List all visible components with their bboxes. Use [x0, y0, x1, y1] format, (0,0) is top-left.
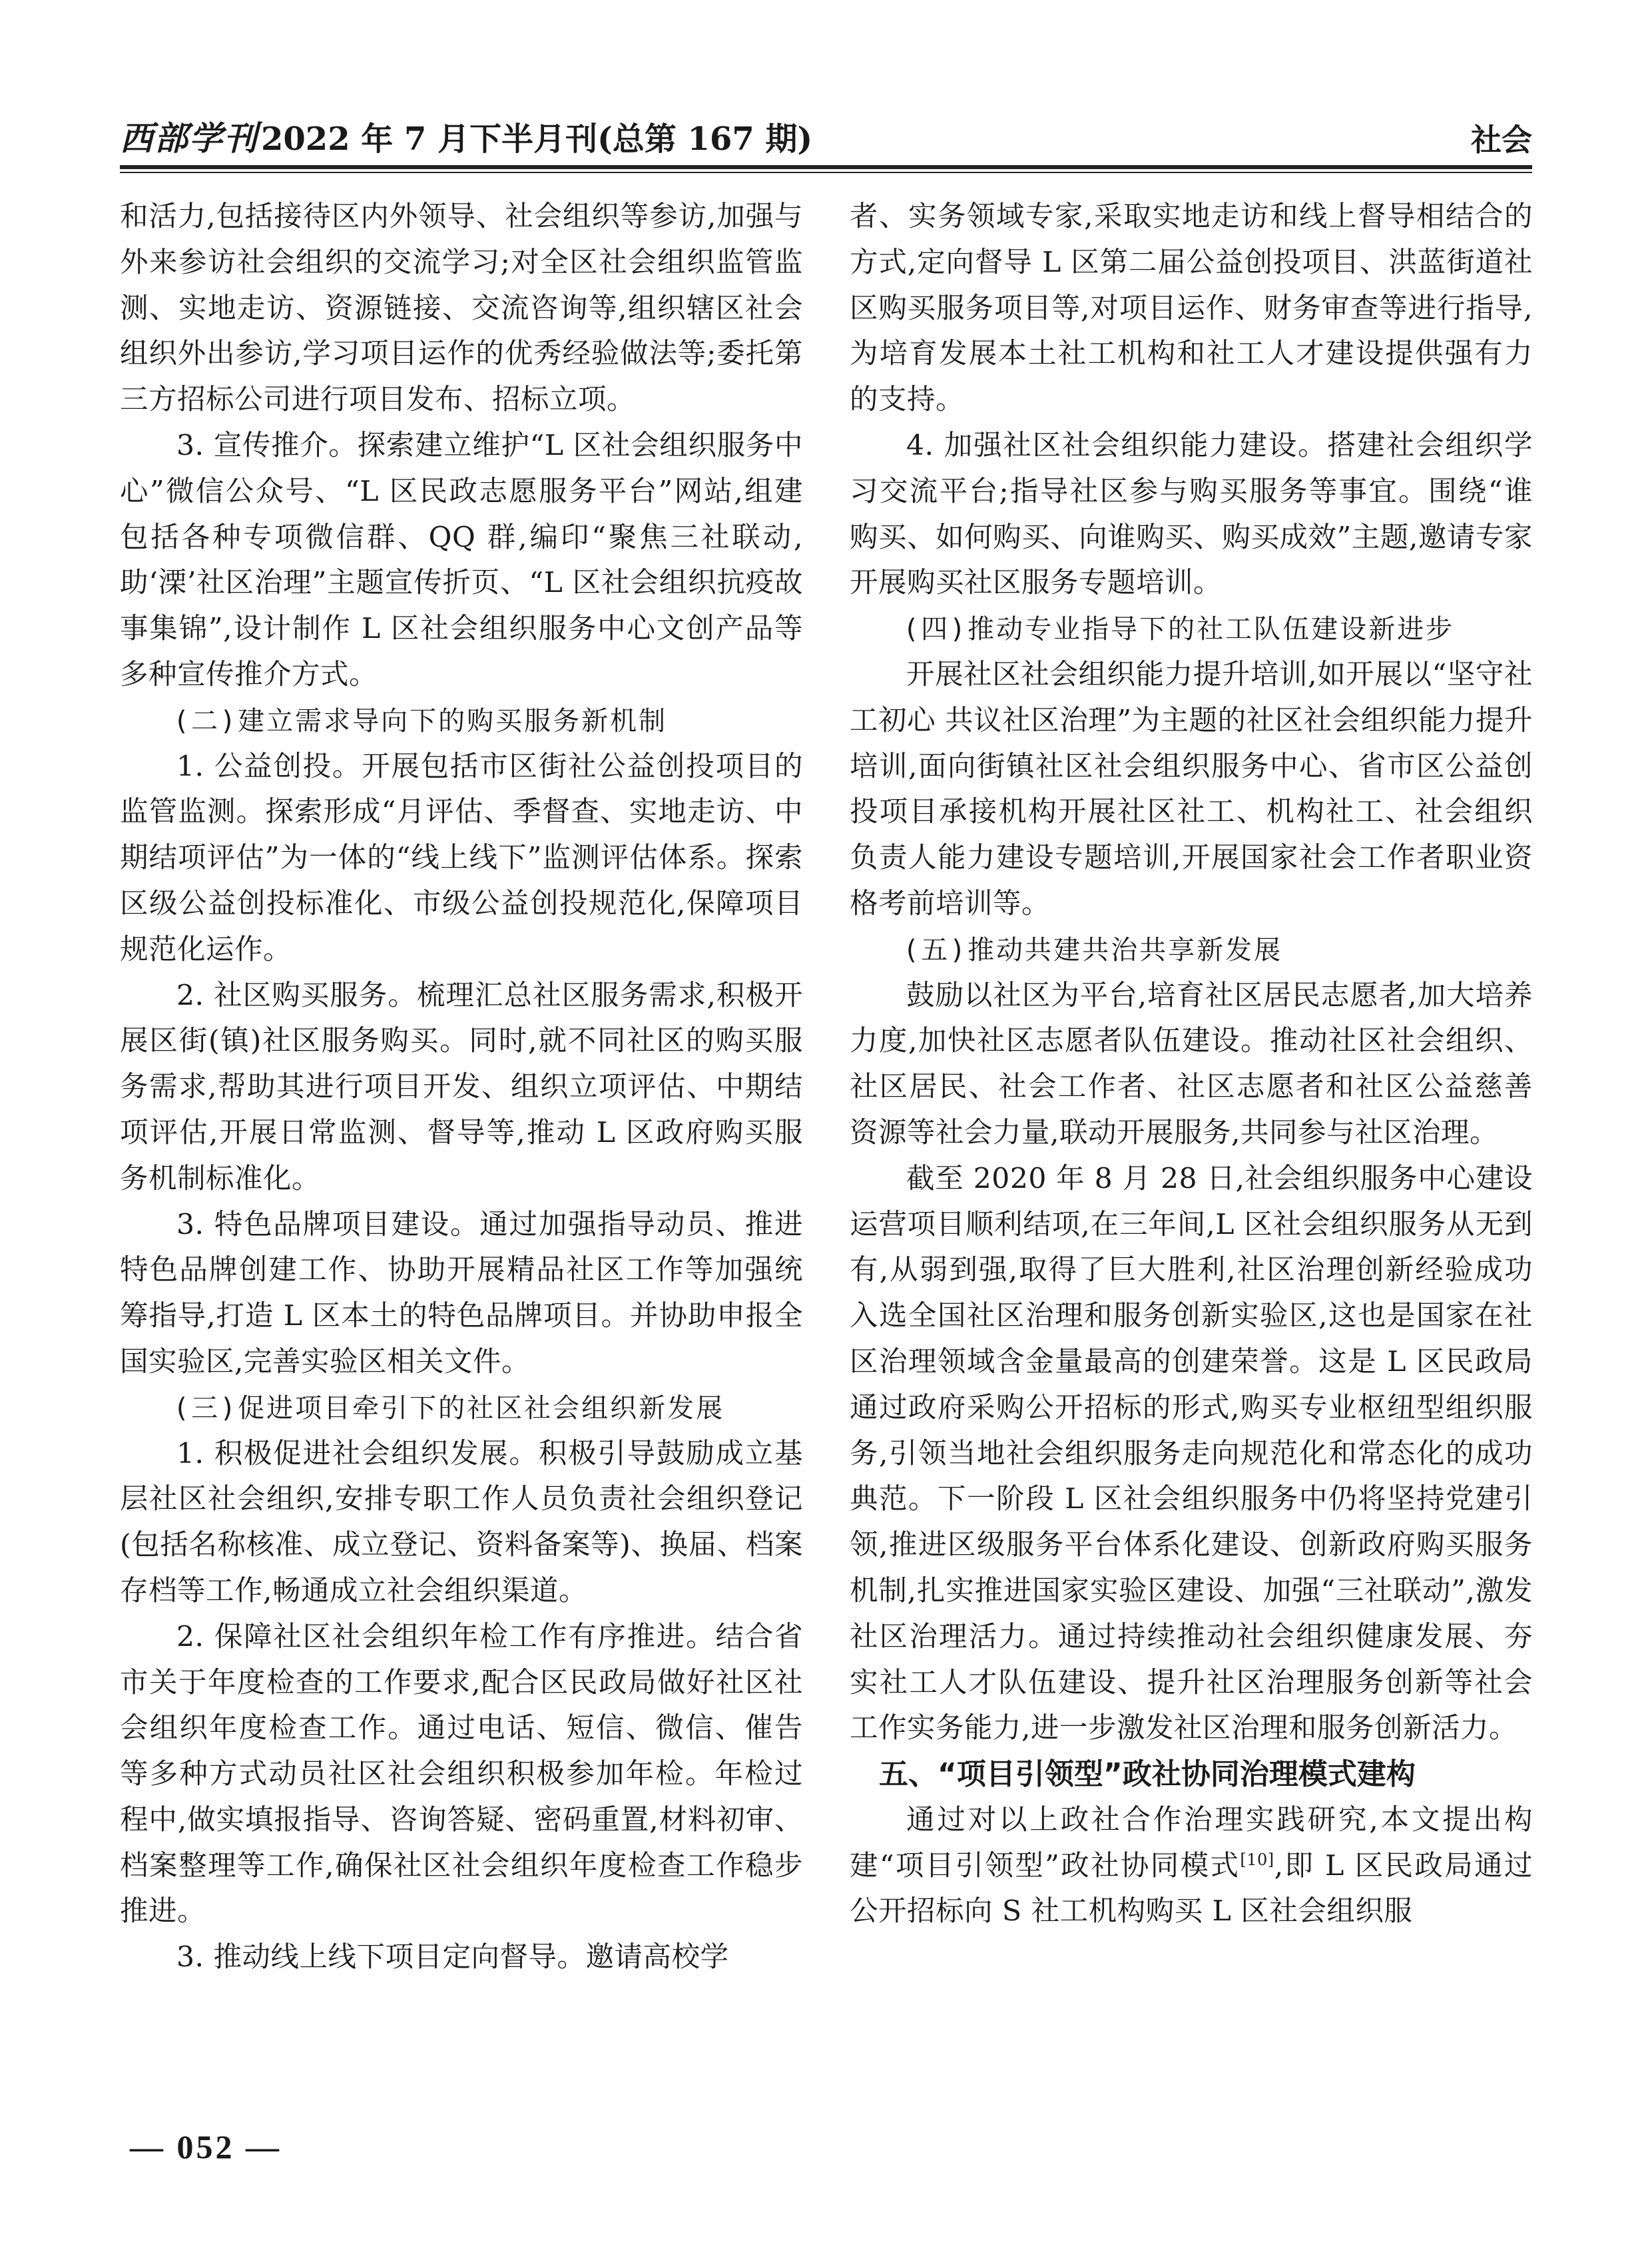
paragraph-text: (四)推动专业指导下的社工队伍建设新进步	[903, 614, 1455, 645]
paragraph-text: (五)推动共建共治共享新发展	[903, 934, 1283, 966]
header-rule	[120, 165, 1532, 173]
section-heading	[850, 1752, 1533, 1798]
page-number: — 052 —	[130, 2128, 282, 2165]
paragraph-text: 2. 社区购买服务。梳理汇总社区服务需求,积极开展区街(镇)社区服务购买。同时,就不同社区的购买服务需求,帮助其进行项目开发、组织立项评估、中期结项评估,开展日常监测、督导等,推动 L 区政府购买服务机制标准化。	[120, 979, 803, 1195]
paragraph	[850, 423, 1533, 607]
paragraph	[120, 1432, 803, 1615]
issue-info: 2022 年 7 月下半月刊(总第 167 期)	[261, 121, 813, 158]
paragraph-text: 开展社区社会组织能力提升培训,如开展以“坚守社工初心 共议社区治理”为主题的社区社会组织能力提升培训,面向街镇社区社会组织服务中心、省市区公益创投项目承接机构开展社区社工、机构社工、社会组织负责人能力建设专题培训,开展国家社会工作者职业资格考前培训等。	[850, 658, 1533, 920]
body-columns	[120, 194, 1533, 2079]
paragraph-text: 鼓励以社区为平台,培育社区居民志愿者,加大培养力度,加快社区志愿者队伍建设。推动社区社会组织、社区居民、社会工作者、社区志愿者和社区公益慈善资源等社会力量,联动开展服务,共同参与社区治理。	[850, 979, 1533, 1149]
section-heading	[120, 699, 803, 744]
paragraph-text: (二)建立需求导向下的购买服务新机制	[173, 705, 668, 736]
paragraph	[120, 1935, 803, 1981]
paragraph-text: 3. 宣传推介。探索建立维护“L 区社会组织服务中心”微信公众号、“L 区民政志愿服务平台”网站,组建包括各种专项微信群、QQ 群,编印“聚焦三社联动,助‘溧’社区治理”主题宣传折页、“L 区社会组织抗疫故事集锦”,设计制作 L 区社会组织服务中心文创产品等多种宣传推介方式。	[120, 429, 803, 691]
section-heading	[850, 607, 1533, 653]
paragraph-text: 3. 特色品牌项目建设。通过加强指导动员、推进特色品牌创建工作、协助开展精品社区工作等加强统筹指导,打造 L 区本土的特色品牌项目。并协助申报全国实验区,完善实验区相关文件。	[120, 1208, 803, 1378]
section-heading	[120, 1386, 803, 1432]
paragraph-text: 1. 公益创投。开展包括市区街社公益创投项目的监管监测。探索形成“月评估、季督查、实地走访、中期结项评估”为一体的“线上线下”监测评估体系。探索区级公益创投标准化、市级公益创投规范化,保障项目规范化运作。	[120, 750, 803, 966]
paragraph-text: 和活力,包括接待区内外领导、社会组织等参访,加强与外来参访社会组织的交流学习;对全区社会组织监管监测、实地走访、资源链接、交流咨询等,组织辖区社会组织外出参访,学习项目运作的优秀经验做法等;委托第三方招标公司进行项目发布、招标立项。	[120, 200, 803, 417]
paragraph	[120, 1615, 803, 1936]
paragraph	[850, 974, 1533, 1157]
citation-ref: [10]	[1240, 1850, 1274, 1869]
section-heading	[850, 928, 1533, 974]
paragraph-text: 者、实务领域专家,采取实地走访和线上督导相结合的方式,定向督导 L 区第二届公益创投项目、洪蓝街道社区购买服务项目等,对项目运作、财务审查等进行指导,为培育发展本土社工机构和社工人才建设提供强有力的支持。	[850, 200, 1533, 417]
paragraph-text: 通过对以上政社合作治理实践研究,本文提出构建“项目引领型”政社协同模式	[850, 1803, 1533, 1882]
paragraph	[850, 1157, 1533, 1752]
section-label: 社会	[1471, 122, 1532, 158]
paragraph	[850, 1798, 1533, 1935]
paragraph-text: (三)促进项目牵引下的社区社会组织新发展	[173, 1392, 725, 1424]
right-column	[850, 194, 1533, 2079]
journal-logo: 西部学刊	[120, 119, 258, 158]
paragraph	[120, 194, 803, 423]
paragraph-text: 3. 推动线上线下项目定向督导。邀请高校学	[176, 1941, 729, 1974]
header-journal-info	[120, 112, 812, 160]
paragraph-text: 截至 2020 年 8 月 28 日,社会组织服务中心建设运营项目顺利结项,在三年间,L 区社会组织服务从无到有,从弱到强,取得了巨大胜利,社区治理创新经验成功入选全国社区治理和服务创新实验区,这也是国家在社区治理领域含金量最高的创建荣誉。这是 L 区民政局通过政府采购公开招标的形式,购买专业枢纽型组织服务,引领当地社会组织服务走向规范化和常态化的成功典范。下一阶段 L 区社会组织服务中仍将坚持党建引领,推进区级服务平台体系化建设、创新政府购买服务机制,扎实推进国家实验区建设、加强“三社联动”,激发社区治理活力。通过持续推动社会组织健康发展、夯实社工人才队伍建设、提升社区治理服务创新等社会工作实务能力,进一步激发社区治理和服务创新活力。	[850, 1162, 1533, 1745]
left-column	[120, 194, 803, 2079]
paragraph	[850, 194, 1533, 423]
paragraph	[850, 653, 1533, 928]
paragraph-text-continued: ,即 L 区民政局通过公开招标向 S 社工机构购买 L 区社会组织服	[850, 1849, 1533, 1928]
running-header	[120, 100, 1532, 160]
paragraph	[120, 744, 803, 974]
paragraph-text: 4. 加强社区社会组织能力建设。搭建社会组织学习交流平台;指导社区参与购买服务等事宜。围绕“谁购买、如何购买、向谁购买、购买成效”主题,邀请专家开展购买社区服务专题培训。	[850, 429, 1533, 600]
paragraph-text: 2. 保障社区社会组织年检工作有序推进。结合省市关于年度检查的工作要求,配合区民政局做好社区社会组织年度检查工作。通过电话、短信、微信、催告等多种方式动员社区社会组织积极参加年检。年检过程中,做实填报指导、咨询答疑、密码重置,材料初审、档案整理等工作,确保社区社会组织年度检查工作稳步推进。	[120, 1620, 803, 1928]
paragraph	[120, 974, 803, 1203]
paragraph-text: 五、“项目引领型”政社协同治理模式建构	[879, 1757, 1416, 1792]
paragraph	[120, 1203, 803, 1386]
paragraph-text: 1. 积极促进社会组织发展。积极引导鼓励成立基层社区社会组织,安排专职工作人员负责社会组织登记(包括名称核准、成立登记、资料备案等)、换届、档案存档等工作,畅通成立社会组织渠道。	[120, 1437, 803, 1607]
paragraph	[120, 423, 803, 699]
